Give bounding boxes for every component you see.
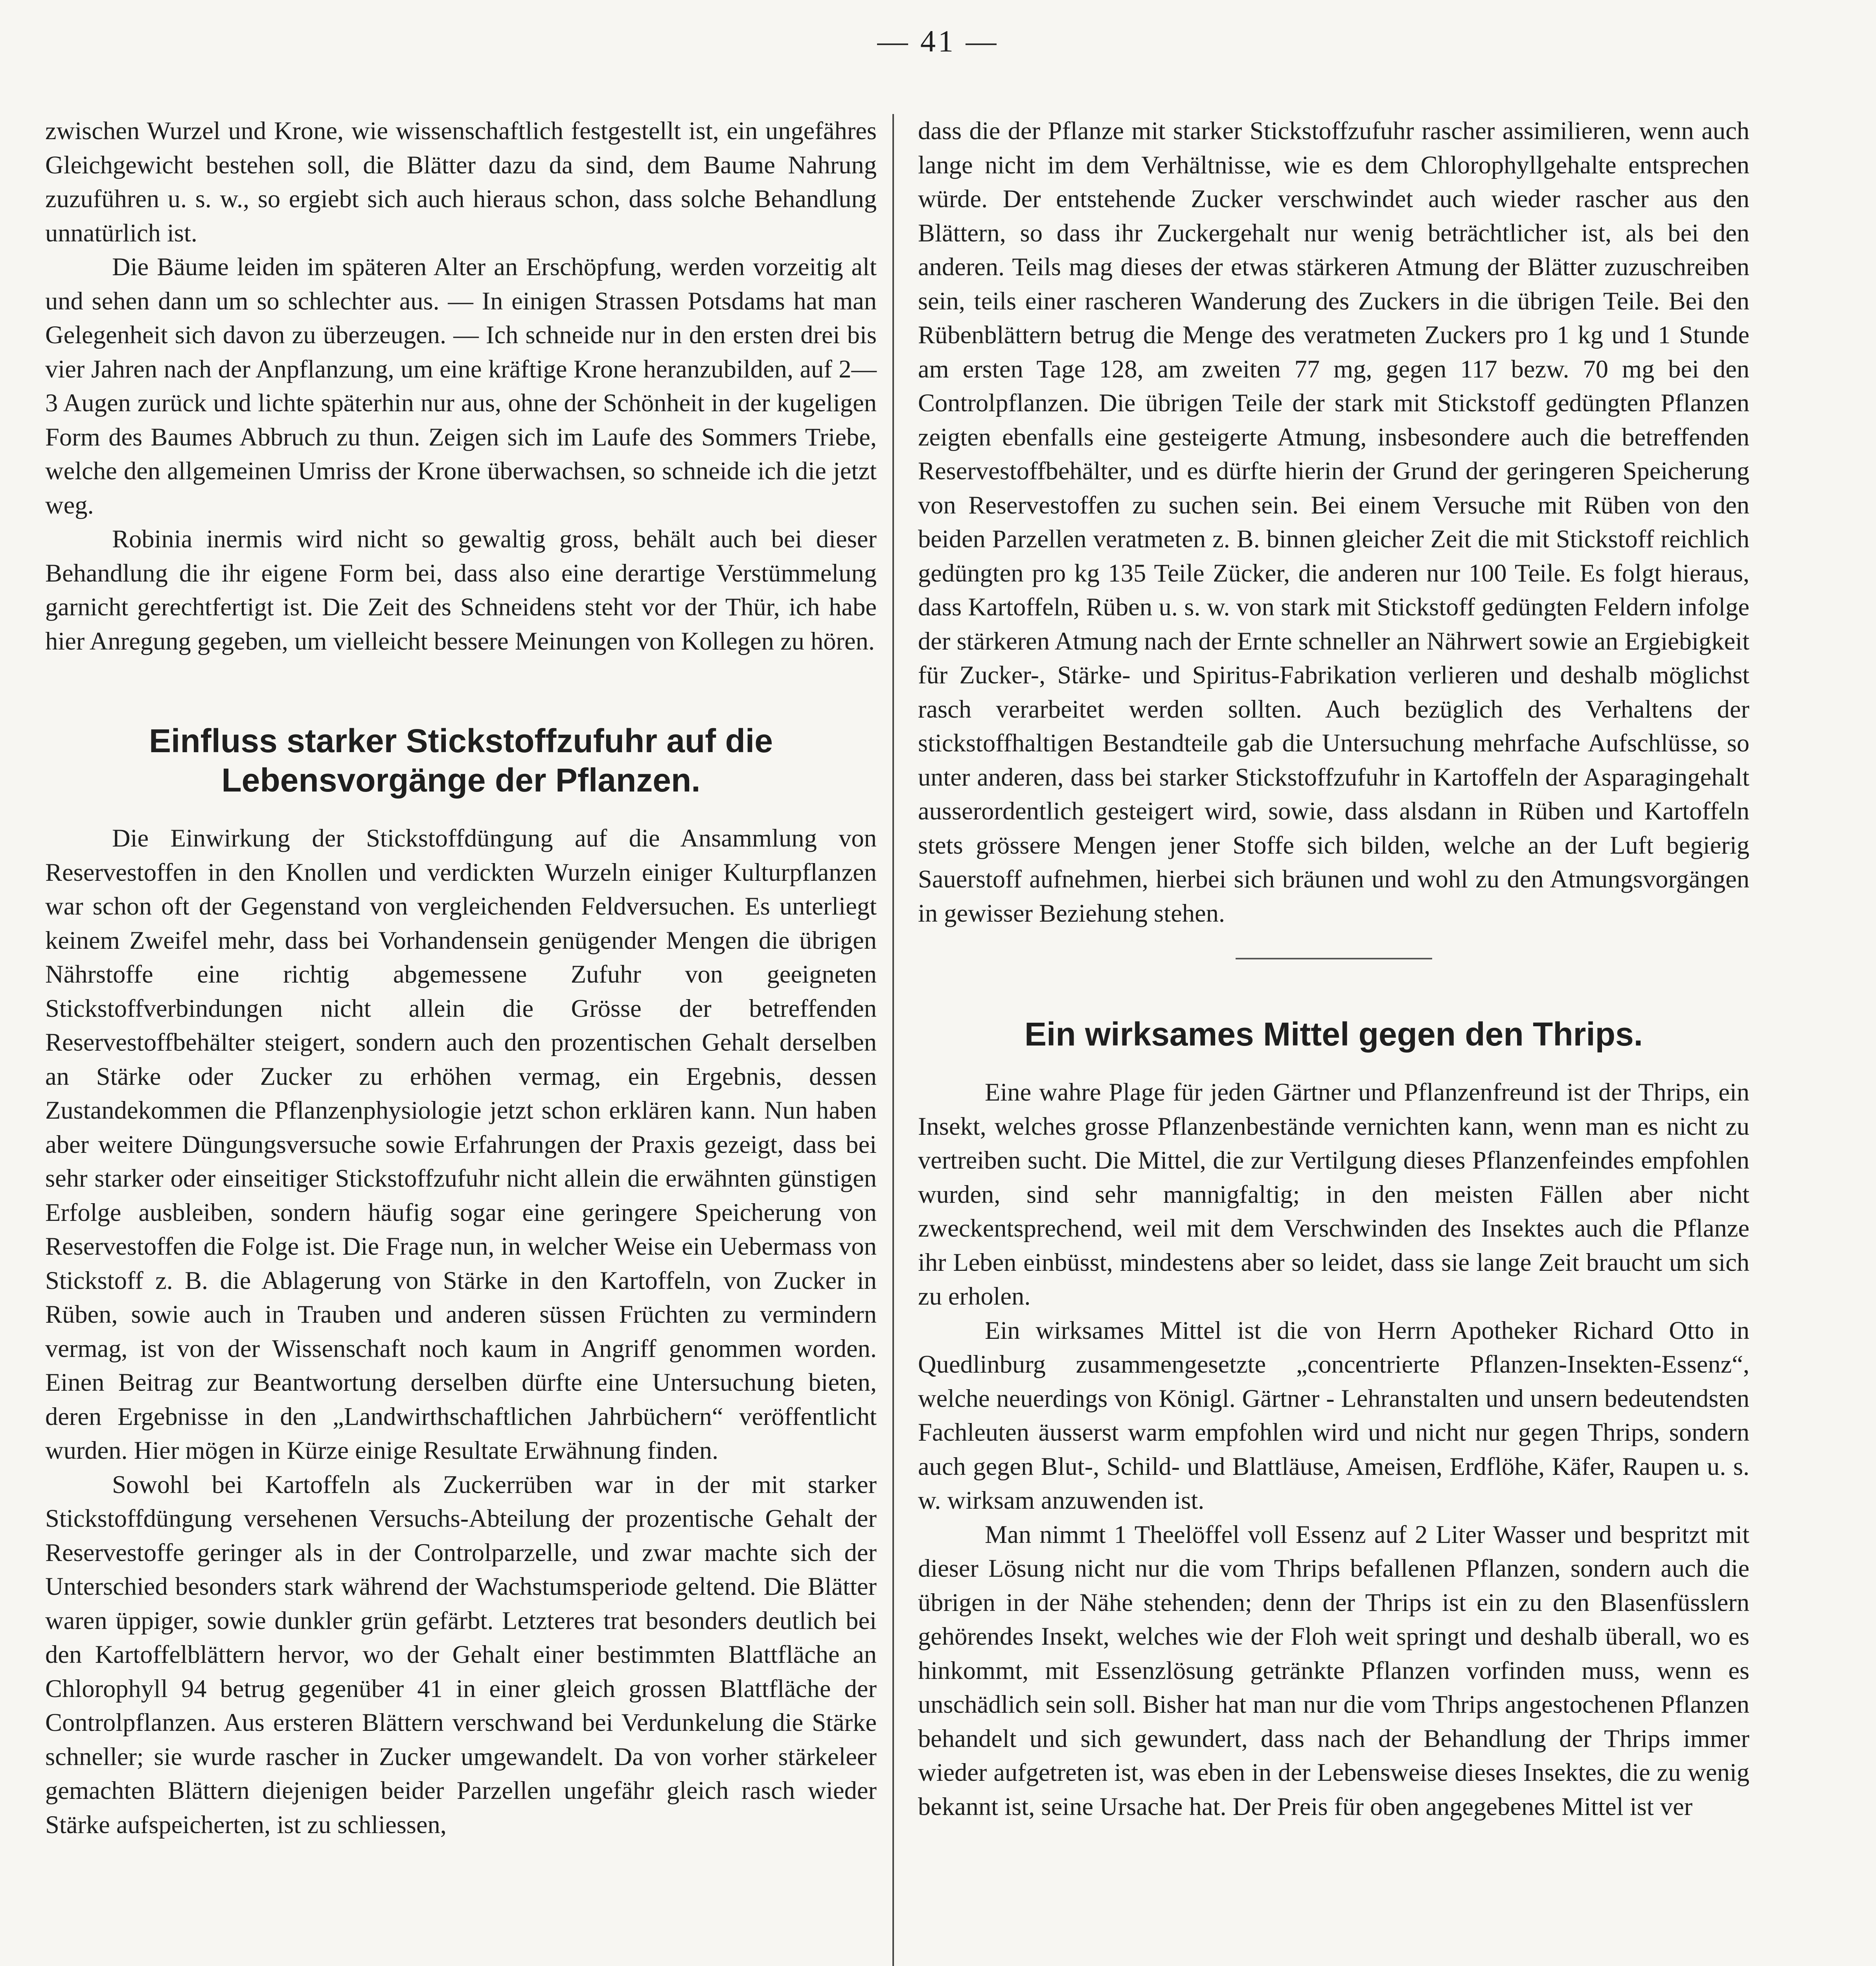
article-title: Ein wirksames Mittel gegen den Thrips. xyxy=(1024,1016,1643,1053)
paragraph: Die Bäume leiden im späteren Alter an Erschöpfung, werden vorzeitig alt und sehen dann um so schlechter aus. — In einigen Strassen Potsdams hat man Gelegenheit sich davon zu überzeugen. — Ich schneide nur in den ersten drei bis vier Jahren nach der Anpflanzung, um eine kräftige Krone heranzubilden, auf 2—3 Augen zurück und lichte späterhin nur aus, ohne der Schönheit in der kugeligen Form des Baumes Abbruch zu thun. Zeigen sich im Laufe des Sommers Triebe, welche den allgemeinen Umriss der Krone überwachsen, so schneide ich die jetzt weg. xyxy=(45,253,877,519)
page-number: — 41 — xyxy=(877,24,999,58)
left-column xyxy=(45,114,877,1842)
paragraph: Die Einwirkung der Stickstoffdüngung auf die Ansammlung von Reservestoffen in den Knollen und verdickten Wurzeln einiger Kulturpflanzen war schon oft der Gegenstand von vergleichenden Feldversuchen. Es unterliegt keinem Zweifel mehr, dass bei Vorhandensein genügender Mengen die übrigen Nährstoffe eine richtig abgemessene Zufuhr von geeigneten Stickstoffverbindungen nicht allein die Grösse der betreffenden Reservestoffbehälter steigert, sondern auch den prozentischen Gehalt derselben an Stärke oder Zucker zu erhöhen vermag, ein Ergebnis, dessen Zustandekommen die Pflanzenphysiologie jetzt schon erklären kann. Nun haben aber weitere Düngungsversuche sowie Erfahrungen der Praxis gezeigt, dass bei sehr starker oder einseitiger Stickstoffzufuhr nicht allein die erwähnten günstigen Erfolge ausbleiben, sondern häufig sogar eine geringere Speicherung von Reservestoffen die Folge ist. Die Frage nun, in welcher Weise ein Uebermass von Stickstoff z. B. die Ablagerung von Stärke in den Kartoffeln, von Zucker in Rüben, sowie auch in Trauben und anderen süssen Früchten zu vermindern vermag, ist von der Wissenschaft noch kaum in Angriff genommen worden. Einen Beitrag zur Beantwortung derselben dürfte eine Untersuchung bieten, deren Ergebnisse in den „Landwirthschaftlichen Jahrbüchern“ veröffentlicht wurden. Hier mögen in Kürze einige Resultate Erwähnung finden. xyxy=(45,824,877,1464)
paragraph: Eine wahre Plage für jeden Gärtner und Pflanzenfreund ist der Thrips, ein Insekt, welches grosse Pflanzenbestände vernichten kann, wenn man es nicht zu vertreiben sucht. Die Mittel, die zur Vertilgung dieses Pflanzenfeindes empfohlen wurden, sind sehr mannigfaltig; in den meisten Fällen aber nicht zweckentsprechend, weil mit dem Verschwinden des Insektes auch die Pflanze ihr Leben einbüsst, mindestens aber so leidet, dass sie lange Zeit braucht um sich zu erholen. xyxy=(918,1078,1749,1310)
paragraph: zwischen Wurzel und Krone, wie wissenschaftlich festgestellt ist, ein ungefähres Gleichgewicht bestehen soll, die Blätter dazu da sind, dem Baume Nahrung zuzuführen u. s. w., so ergiebt sich auch hieraus schon, dass solche Behandlung unnatürlich ist. xyxy=(45,117,877,247)
article-title: Einfluss starker Stickstoffzufuhr auf die Lebensvorgänge der Pflanzen. xyxy=(149,722,773,799)
paragraph: Robinia inermis wird nicht so gewaltig gross, behält auch bei dieser Behandlung die ihr eigene Form bei, dass also eine derartige Verstümmelung garnicht gerechtfertigt ist. Die Zeit des Schneidens steht vor der Thür, ich habe hier Anregung gegeben, um vielleicht bessere Meinungen von Kollegen zu hören. xyxy=(45,525,877,655)
paragraph: Sowohl bei Kartoffeln als Zuckerrüben war in der mit starker Stickstoffdüngung versehenen Versuchs-Abteilung der prozentische Gehalt der Reservestoffe geringer als in der Controlparzelle, und zwar machte sich der Unterschied besonders stark während der Wachstumsperiode geltend. Die Blätter waren üppiger, sowie dunkler grün gefärbt. Letzteres trat besonders deutlich bei den Kartoffelblättern hervor, wo der Gehalt einer bestimmten Blattfläche an Chlorophyll 94 betrug gegenüber 41 in einer gleich grossen Blattfläche der Controlpflanzen. Aus ersteren Blättern verschwand bei Verdunkelung die Stärke schneller; sie wurde rascher in Zucker umgewandelt. Da von vorher stärkeleer gemachten Blättern diejenigen beider Parzellen ungefähr gleich rasch wieder Stärke aufspeicherten, ist zu schliessen, xyxy=(45,1470,877,1839)
column-divider xyxy=(892,114,894,1966)
paragraph: Ein wirksames Mittel ist die von Herrn Apotheker Richard Otto in Quedlinburg zusammengesetzte „concentrierte Pflanzen-Insekten-Essenz“, welche neuerdings von Königl. Gärtner - Lehranstalten und unsern bedeutendsten Fachleuten äusserst warm empfohlen wird und nicht nur gegen Thrips, sondern auch gegen Blut-, Schild- und Blattläuse, Ameisen, Erdflöhe, Käfer, Raupen u. s. w. wirksam anzuwenden ist. xyxy=(918,1316,1749,1514)
paragraph: dass die der Pflanze mit starker Stickstoffzufuhr rascher assimilieren, wenn auch lange nicht im dem Verhältnisse, wie es dem Chlorophyllgehalte entsprechen würde. Der entstehende Zucker verschwindet auch wieder rascher aus den Blättern, so dass ihr Zuckergehalt nur wenig beträchtlicher ist, als bei den anderen. Teils mag dieses der etwas stärkeren Atmung der Blätter zuzuschreiben sein, teils einer rascheren Wanderung des Zuckers in die übrigen Teile. Bei den Rübenblättern betrug die Menge des veratmeten Zuckers pro 1 kg und 1 Stunde am ersten Tage 128, am zweiten 77 mg, gegen 117 bezw. 70 mg bei den Controlpflanzen. Die übrigen Teile der stark mit Stickstoff gedüngten Pflanzen zeigten ebenfalls eine gesteigerte Atmung, insbesondere auch die betreffenden Reservestoffbehälter, und es dürfte hierin der Grund der geringeren Speicherung von Reservestoffen zu suchen sein. Bei einem Versuche mit Rüben von den beiden Parzellen veratmeten z. B. binnen gleicher Zeit die mit Stickstoff reichlich gedüngten pro kg 135 Teile Zücker, die anderen nur 100 Teile. Es folgt hieraus, dass Kartoffeln, Rüben u. s. w. von stark mit Stickstoff gedüngten Feldern infolge der stärkeren Atmung nach der Ernte schneller an Nährwert sowie an Ergiebigkeit für Zucker-, Stärke- und Spiritus-Fabrikation verlieren und deshalb möglichst rasch verarbeitet werden sollten. Auch bezüglich des Verhaltens der stickstoffhaltigen Bestandteile gab die Untersuchung mehrfache Aufschlüsse, so unter anderen, dass bei starker Stickstoffzufuhr in Kartoffeln der Asparagingehalt ausserordentlich gesteigert wird, sowie, dass alsdann in Rüben und Kartoffeln stets grössere Mengen jener Stoffe sich bilden, welche an der Luft begierig Sauerstoff aufnehmen, hierbei sich bräunen und wohl zu den Atmungsvorgängen in gewisser Beziehung stehen. xyxy=(918,117,1749,927)
section-separator xyxy=(1236,958,1432,959)
right-column xyxy=(918,114,1749,1824)
paragraph: Man nimmt 1 Theelöffel voll Essenz auf 2 Liter Wasser und bespritzt mit dieser Lösung nicht nur die vom Thrips befallenen Pflanzen, sondern auch die übrigen in der Nähe stehenden; denn der Thrips ist ein zu den Blasenfüsslern gehörendes Insekt, welches wie der Floh weit springt und deshalb überall, wo es hinkommt, mit Essenzlösung getränkte Pflanzen vorfinden muss, wenn es unschädlich sein soll. Bisher hat man nur die vom Thrips angestochenen Pflanzen behandelt und sich gewundert, dass nach der Behandlung der Thrips immer wieder aufgetreten ist, was eben in der Lebensweise dieses Insektes, die zu wenig bekannt ist, seine Ursache hat. Der Preis für oben angegebenes Mittel ist ver xyxy=(918,1520,1749,1821)
